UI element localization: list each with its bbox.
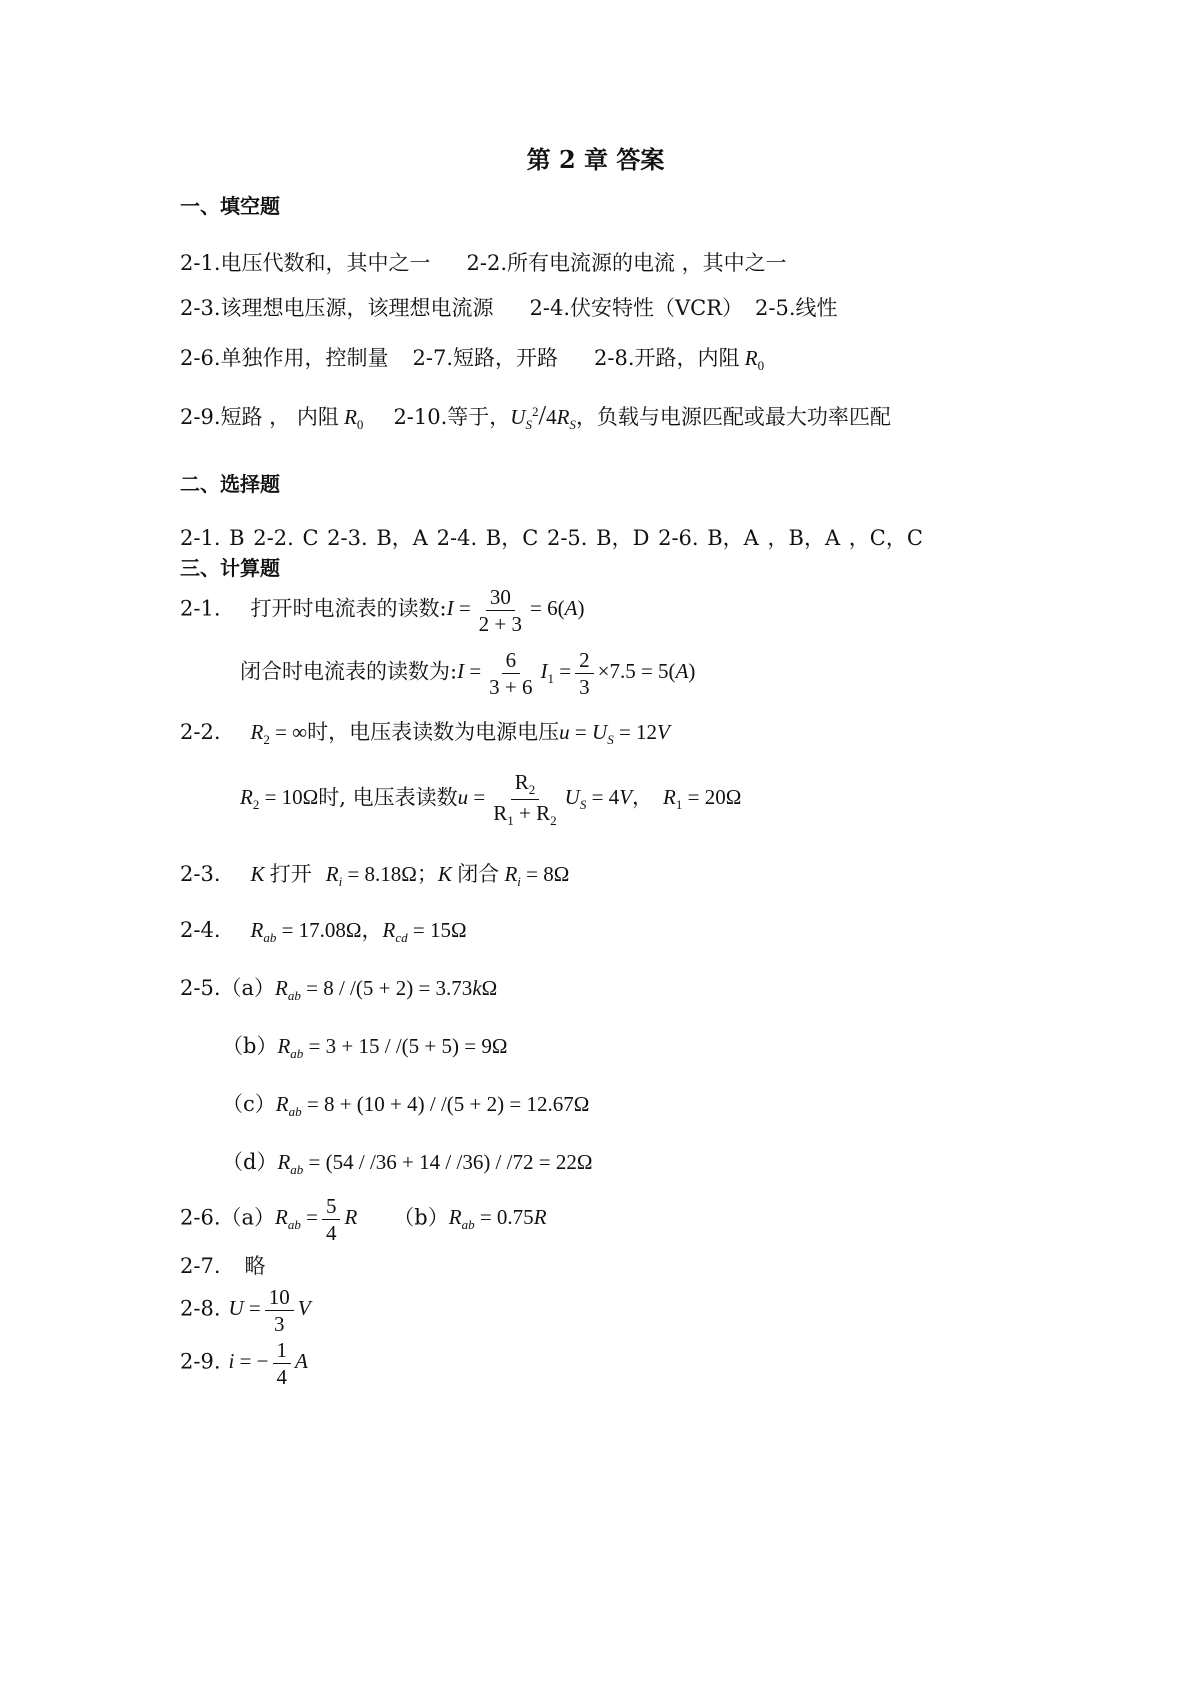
calc-2-5-b: $(b)R_{ab} = 3 + 15 / /(5 + 5) = 9\Omega$ xyxy=(222,1034,508,1062)
answer-2-1: 2-1.电压代数和，其中之一 xyxy=(180,251,431,275)
formula-ri-open: $R_i = 8.18\Omega$；K xyxy=(325,862,458,890)
answer-2-5: 2-5.线性 xyxy=(755,296,838,320)
r0-symbol: $R_0$ xyxy=(338,405,364,433)
answer-2-7: 2-7.短路，开路 xyxy=(412,346,558,370)
calc-2-5-a: $2-5.(a)R_{ab} = 8 / /(5 + 2) = 3.73k\Omega$ xyxy=(180,976,498,1004)
formula-r2-10ohm: $R_2 = 10\Omega$ xyxy=(240,785,319,813)
page-title: 第 2 章 答案 xyxy=(526,145,665,174)
formula-2-5-a: $R_{ab} = 8 / /(5 + 2) = 3.73k\Omega$ xyxy=(275,976,498,1004)
formula-2-6-a: $R_{ab}$ = $\frac{5}{4}$ R xyxy=(275,1194,358,1246)
section-fill-blank-heading: 一、填空题 xyxy=(180,194,280,218)
calc-2-5-c: $(c)R_{ab} = 8 + (10 + 4) / /(5 + 2) = 12.67\Omega$ xyxy=(222,1092,590,1120)
calc-2-2-line-2: $R_2 = 10\Omega$时, 电压表读数u = $\frac{R_2}{R_1 + R_2}$ $U_S = 4V$， $R_1 = 20\Omega$ xyxy=(240,770,742,829)
calc-2-6: $2-6.(a)R_{ab}$ = $\frac{5}{4}$ R $(b)R_{ab} = 0.75R$ xyxy=(180,1194,547,1246)
answer-2-2: 2-2.所有电流源的电流 ，其中之一 xyxy=(466,251,787,275)
answer-2-10-tail: ，负载与电源匹配或最大功率匹配 xyxy=(575,405,891,429)
formula-2-5-c: $R_{ab} = 8 + (10 + 4) / /(5 + 2) = 12.67\Omega$ xyxy=(275,1092,590,1120)
formula-open-current: I = $\frac{30}{2 + 3}$ = 6(A) xyxy=(446,585,585,637)
formula-u-equals-us: $u = U_S = 12V$ xyxy=(559,720,670,748)
formula-voltage-divider: u = $\frac{R_2}{R_1 + R_2}$ $U_S = 4V$， $R_1 = 20\Omega$ xyxy=(457,770,742,829)
calc-2-4: 2-4. $R_{ab} = 17.08\Omega$，$R_{cd} = 15\Omega$ xyxy=(180,918,467,946)
formula-2-6-b: $R_{ab} = 0.75R$ xyxy=(448,1205,547,1233)
answer-2-4: 2-4.伏安特性（VCR） xyxy=(529,296,744,320)
formula-2-5-b: $R_{ab} = 3 + 15 / /(5 + 5) = 9\Omega$ xyxy=(277,1034,508,1062)
open-reading-text: 打开时电流表的读数: xyxy=(250,596,447,621)
formula-2-9: i = − $\frac{1}{4}$ A xyxy=(228,1338,308,1390)
section-choice-heading: 二、选择题 xyxy=(180,472,280,496)
calc-2-7: 2-7. 略 xyxy=(180,1254,266,1278)
calc-2-1-line-1: 2-1. 打开时电流表的读数:I = $\frac{30}{2 + 3}$ = 6(A) xyxy=(180,585,585,637)
formula-closed-current: I = $\frac{6}{3 + 6}$ $I_1$ = $\frac{2}{3}$ ×7.5 = 5(A) xyxy=(457,648,696,700)
answer-2-9: 2-9.短路 ， 内阻 xyxy=(180,405,339,429)
section-calc-heading: 三、计算题 xyxy=(180,556,280,580)
fill-blank-line-2 xyxy=(180,292,838,322)
max-power-formula: $U_S^2/4R_S$ xyxy=(510,400,576,433)
r0-symbol: $R_0$ xyxy=(739,346,765,374)
closed-reading-text: 闭合时电流表的读数为: xyxy=(240,659,458,684)
calc-2-5-d: $(d)R_{ab} = (54 / /36 + 14 / /36) / /72 = 22\Omega$ xyxy=(222,1150,593,1178)
calc-2-2-line-1: 2-2. $R_2$ = ∞时，电压表读数为电源电压$u = U_S = 12V$ xyxy=(180,720,670,748)
calc-2-1-line-2 xyxy=(240,648,695,699)
calc-2-3: 2-3. K 打开 $R_i = 8.18\Omega$；K 闭合 $R_i = 8\Omega$ xyxy=(180,862,570,890)
formula-rab-rcd: $R_{ab} = 17.08\Omega$，$R_{cd} = 15\Omega$ xyxy=(250,918,467,946)
fill-blank-line-4 xyxy=(180,400,891,433)
answer-2-3: 2-3.该理想电压源，该理想电流源 xyxy=(180,296,494,320)
answer-2-6: 2-6.单独作用，控制量 xyxy=(180,346,389,370)
calc-2-8: 2-8. U = $\frac{10}{3}$ V xyxy=(180,1285,311,1337)
answer-2-8: 2-8.开路，内阻 xyxy=(594,346,740,370)
choice-answers: 2-1. B 2-2. C 2-3. B，A 2-4. B，C 2-5. B，D 2-6. B，A ，B，A ，C，C xyxy=(180,526,923,550)
calc-2-9: 2-9. i = − $\frac{1}{4}$ A xyxy=(180,1338,308,1390)
formula-r2-infinite: $R_2$ = ∞ xyxy=(250,720,308,748)
formula-2-8: U = $\frac{10}{3}$ V xyxy=(228,1285,311,1337)
formula-2-5-d: $R_{ab} = (54 / /36 + 14 / /36) / /72 = 22\Omega$ xyxy=(277,1150,593,1178)
formula-ri-closed: $R_i = 8\Omega$ xyxy=(499,862,570,890)
answer-2-10: 2-10.等于， xyxy=(393,405,511,429)
fill-blank-line-1 xyxy=(180,247,787,277)
fill-blank-line-3 xyxy=(180,342,764,374)
